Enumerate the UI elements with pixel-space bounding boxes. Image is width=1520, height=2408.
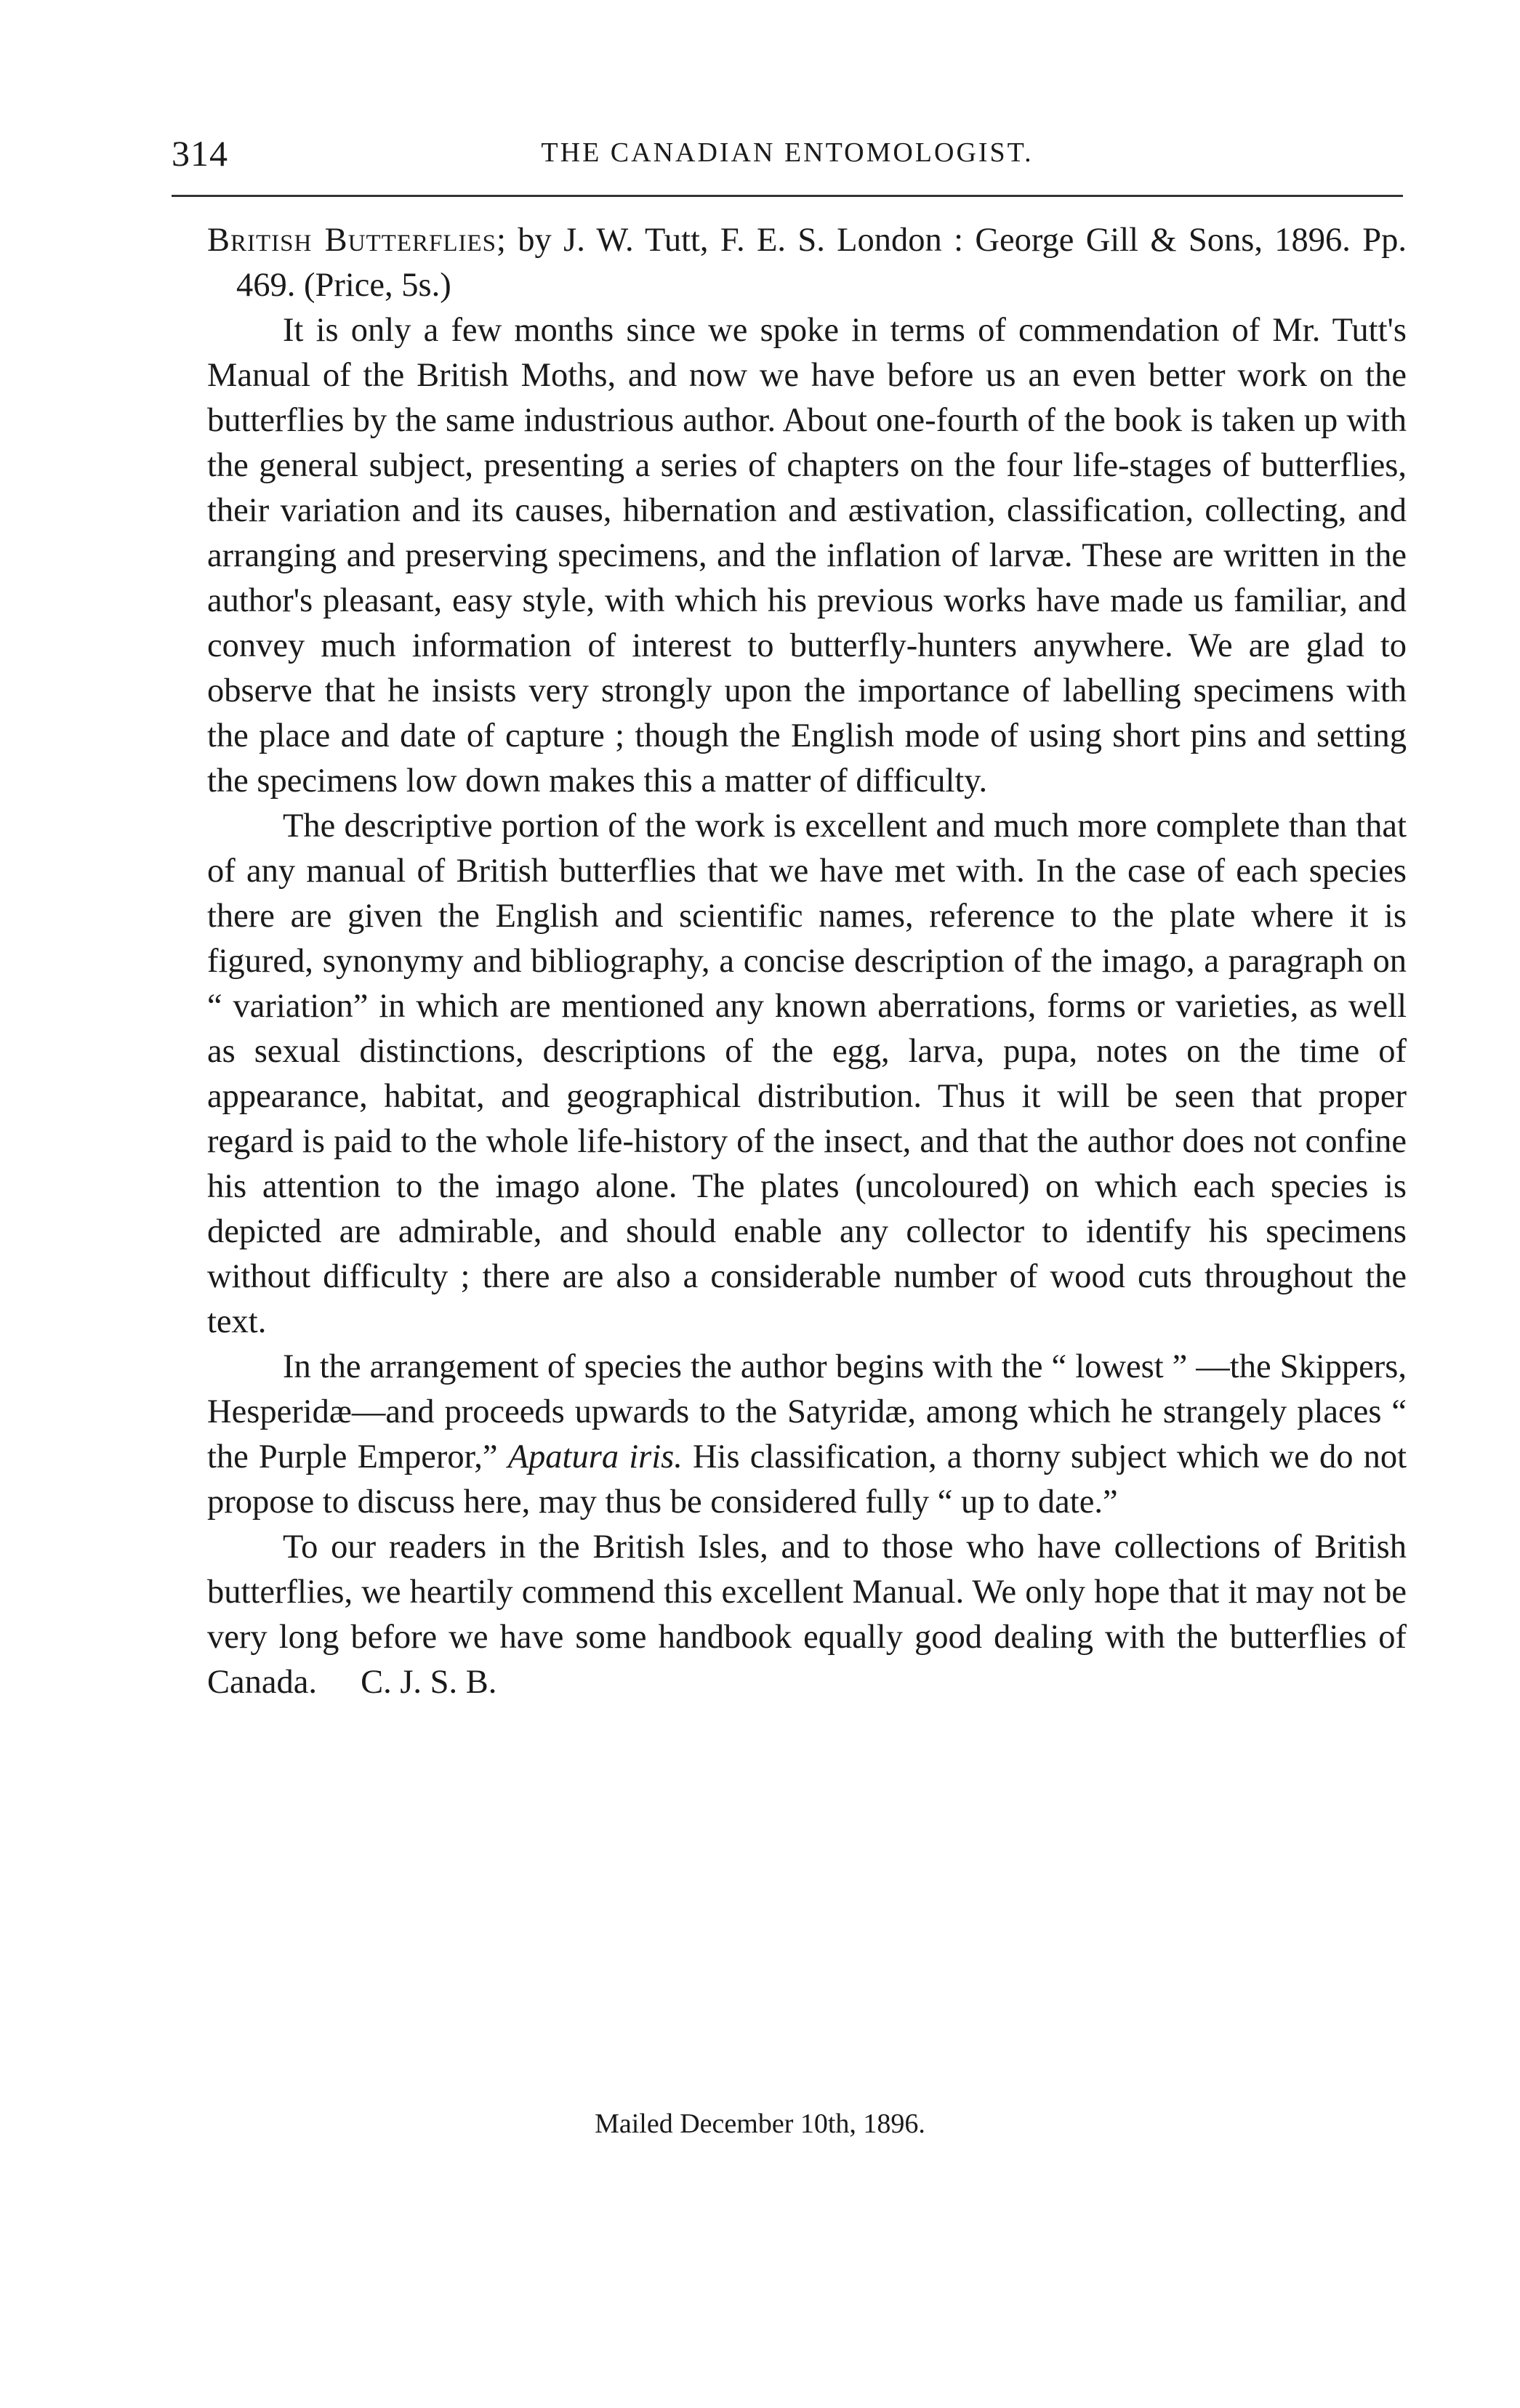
page-number: 314 bbox=[172, 133, 228, 174]
header-rule bbox=[172, 195, 1403, 197]
species-name: Apatura iris. bbox=[507, 1438, 683, 1475]
paragraph-intro: It is only a few months since we spoke in terms of commendation of Mr. Tutt's Manual of the British Moths, and now we have before us an even better work on the butterflies by the same industrious author. About one-fourth of the book is taken up with the general subject, presenting a series of chapters on the four life-stages of butterflies, their variation and its causes, hibernation and æstivation, classification, collecting, and arranging and preserving specimens, and the inflation of larvæ. These are written in the author's pleasant, easy style, with which his previous works have made us familiar, and convey much information of interest to butterfly-hunters anywhere. We are glad to observe that he insists very strongly upon the importance of labelling specimens with the place and date of capture ; though the English mode of using short pins and setting the specimens low down makes this a matter of difficulty. bbox=[207, 312, 1407, 800]
paragraph-descriptive: The descriptive portion of the work is excellent and much more complete than that of any manual of British butterflies that we have met with. In the case of each species there are given the English and scientific names, reference to the plate where it is figured, synonymy and bibliography, a concise description of the imago, a paragraph on “ variation” in which are mentioned any known aberrations, forms or varieties, as well as sexual distinctions, descriptions of the egg, larva, pupa, notes on the time of appearance, habitat, and geographical distribution. Thus it will be seen that proper regard is paid to the whole life-history of the insect, and that the author does not confine his attention to the imago alone. The plates (uncoloured) on which each species is depicted are admirable, and should enable any collector to identify his specimens without difficulty ; there are also a considerable number of wood cuts throughout the text. bbox=[207, 808, 1407, 1340]
running-title: THE CANADIAN ENTOMOLOGIST. bbox=[541, 137, 1034, 168]
arrangement-text-a: In the arrangement of species the author begins with the “ lowest ” —the Skippers, Hesperidæ—and proceeds upwards to the Satyridæ, among which he strangely places “ the Purple Emperor,” bbox=[207, 1348, 1407, 1475]
page-header bbox=[172, 132, 1403, 183]
paragraph-arrangement bbox=[207, 1345, 1407, 1525]
signature: C. J. S. B. bbox=[361, 1664, 497, 1701]
arrangement-text-b: His classification, a thorny subject which we do not propose to discuss here, may thus be considered fully “ up to date.” bbox=[207, 1438, 1407, 1521]
closing-text: To our readers in the British Isles, and to those who have collections of British butterflies, we heartily commend this excellent Manual. We only hope that it may not be very long before we have some handbook equally good dealing with the butterflies of Canada. bbox=[207, 1529, 1407, 1701]
book-citation: ; by J. W. Tutt, F. E. S. London : George Gill & Sons, 1896. Pp. 469. (Price, 5s.) bbox=[236, 222, 1407, 304]
review-citation bbox=[207, 218, 1407, 308]
review-body bbox=[207, 218, 1407, 1705]
paragraph-closing bbox=[207, 1525, 1407, 1705]
mailed-date: Mailed December 10th, 1896. bbox=[595, 2109, 925, 2139]
book-title: British Butterflies bbox=[207, 222, 497, 259]
